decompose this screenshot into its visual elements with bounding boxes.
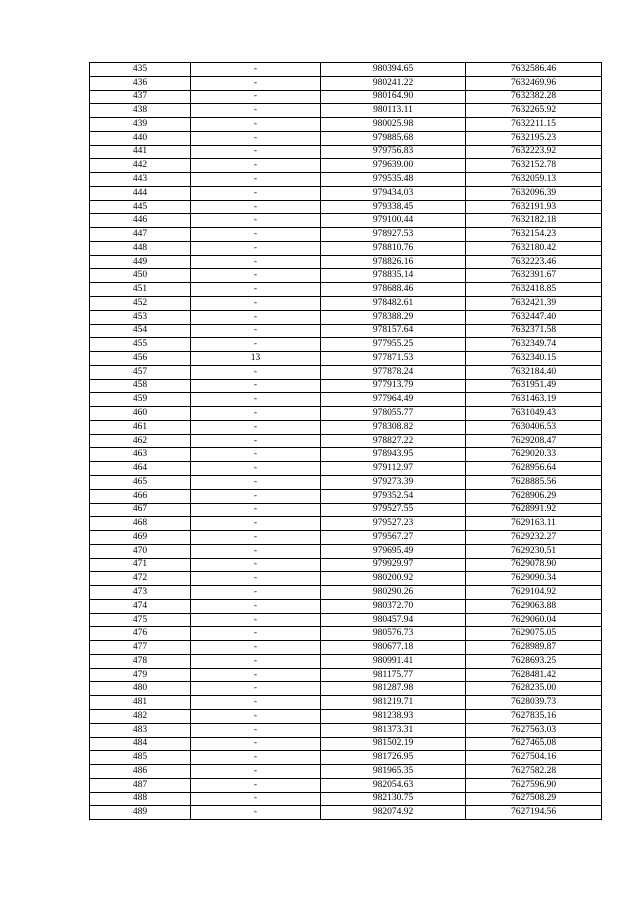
- y-coordinate-cell: 7628235.00: [466, 682, 602, 696]
- point-number-cell: 452: [90, 297, 191, 311]
- x-coordinate-cell: 981373.31: [321, 723, 466, 737]
- x-coordinate-cell: 980025.98: [321, 118, 466, 132]
- table-row: [90, 792, 602, 806]
- marker-cell: -: [191, 572, 321, 586]
- marker-cell: -: [191, 709, 321, 723]
- point-number-cell: 473: [90, 586, 191, 600]
- y-coordinate-cell: 7632447.40: [466, 310, 602, 324]
- y-coordinate-cell: 7631951.49: [466, 379, 602, 393]
- point-number-cell: 470: [90, 544, 191, 558]
- point-number-cell: 469: [90, 531, 191, 545]
- x-coordinate-cell: 978927.53: [321, 228, 466, 242]
- point-number-cell: 438: [90, 104, 191, 118]
- marker-cell: -: [191, 641, 321, 655]
- point-number-cell: 482: [90, 709, 191, 723]
- y-coordinate-cell: 7628693.25: [466, 654, 602, 668]
- y-coordinate-cell: 7627596.90: [466, 778, 602, 792]
- table-row: [90, 599, 602, 613]
- y-coordinate-cell: 7627504.16: [466, 751, 602, 765]
- point-number-cell: 454: [90, 324, 191, 338]
- x-coordinate-cell: 978835.14: [321, 269, 466, 283]
- x-coordinate-cell: 979527.55: [321, 503, 466, 517]
- table-row: [90, 462, 602, 476]
- point-number-cell: 481: [90, 696, 191, 710]
- point-number-cell: 447: [90, 228, 191, 242]
- y-coordinate-cell: 7632184.40: [466, 365, 602, 379]
- marker-cell: -: [191, 324, 321, 338]
- y-coordinate-cell: 7627563.03: [466, 723, 602, 737]
- y-coordinate-cell: 7628039.73: [466, 696, 602, 710]
- point-number-cell: 453: [90, 310, 191, 324]
- table-row: [90, 517, 602, 531]
- point-number-cell: 455: [90, 338, 191, 352]
- x-coordinate-cell: 981502.19: [321, 737, 466, 751]
- y-coordinate-cell: 7632382.28: [466, 90, 602, 104]
- point-number-cell: 460: [90, 407, 191, 421]
- table-row: [90, 310, 602, 324]
- point-number-cell: 468: [90, 517, 191, 531]
- point-number-cell: 467: [90, 503, 191, 517]
- point-number-cell: 479: [90, 668, 191, 682]
- table-row: [90, 778, 602, 792]
- y-coordinate-cell: 7632180.42: [466, 241, 602, 255]
- x-coordinate-cell: 978388.29: [321, 310, 466, 324]
- x-coordinate-cell: 979434.03: [321, 186, 466, 200]
- point-number-cell: 486: [90, 765, 191, 779]
- y-coordinate-cell: 7627582.28: [466, 765, 602, 779]
- point-number-cell: 442: [90, 159, 191, 173]
- marker-cell: -: [191, 544, 321, 558]
- marker-cell: -: [191, 76, 321, 90]
- table-row: [90, 365, 602, 379]
- table-row: [90, 696, 602, 710]
- marker-cell: -: [191, 186, 321, 200]
- point-number-cell: 487: [90, 778, 191, 792]
- x-coordinate-cell: 980677.18: [321, 641, 466, 655]
- y-coordinate-cell: 7629060.04: [466, 613, 602, 627]
- y-coordinate-cell: 7632421.39: [466, 297, 602, 311]
- table-row: [90, 503, 602, 517]
- marker-cell: -: [191, 475, 321, 489]
- y-coordinate-cell: 7628885.56: [466, 475, 602, 489]
- y-coordinate-cell: 7632182.18: [466, 214, 602, 228]
- x-coordinate-cell: 979695.49: [321, 544, 466, 558]
- table-row: [90, 173, 602, 187]
- table-row: [90, 641, 602, 655]
- y-coordinate-cell: 7628906.29: [466, 489, 602, 503]
- point-number-cell: 465: [90, 475, 191, 489]
- x-coordinate-cell: 977964.49: [321, 393, 466, 407]
- table-row: [90, 379, 602, 393]
- y-coordinate-cell: 7629090.34: [466, 572, 602, 586]
- table-row: [90, 407, 602, 421]
- table-row: [90, 76, 602, 90]
- x-coordinate-cell: 979527.23: [321, 517, 466, 531]
- x-coordinate-cell: 979100.44: [321, 214, 466, 228]
- y-coordinate-cell: 7627835.16: [466, 709, 602, 723]
- point-number-cell: 446: [90, 214, 191, 228]
- x-coordinate-cell: 980241.22: [321, 76, 466, 90]
- marker-cell: -: [191, 599, 321, 613]
- marker-cell: -: [191, 131, 321, 145]
- y-coordinate-cell: 7628989.87: [466, 641, 602, 655]
- table-row: [90, 531, 602, 545]
- y-coordinate-cell: 7627194.56: [466, 806, 602, 820]
- x-coordinate-cell: 982074.92: [321, 806, 466, 820]
- x-coordinate-cell: 978482.61: [321, 297, 466, 311]
- x-coordinate-cell: 977955.25: [321, 338, 466, 352]
- x-coordinate-cell: 980576.73: [321, 627, 466, 641]
- marker-cell: 13: [191, 352, 321, 366]
- marker-cell: -: [191, 765, 321, 779]
- x-coordinate-cell: 979885.68: [321, 131, 466, 145]
- marker-cell: -: [191, 696, 321, 710]
- y-coordinate-cell: 7632371.58: [466, 324, 602, 338]
- point-number-cell: 478: [90, 654, 191, 668]
- point-number-cell: 489: [90, 806, 191, 820]
- x-coordinate-cell: 978810.76: [321, 241, 466, 255]
- table-row: [90, 420, 602, 434]
- point-number-cell: 437: [90, 90, 191, 104]
- marker-cell: -: [191, 283, 321, 297]
- marker-cell: -: [191, 489, 321, 503]
- table-row: [90, 613, 602, 627]
- point-number-cell: 475: [90, 613, 191, 627]
- x-coordinate-cell: 980164.90: [321, 90, 466, 104]
- y-coordinate-cell: 7628956.64: [466, 462, 602, 476]
- table-row: [90, 214, 602, 228]
- table-row: [90, 723, 602, 737]
- marker-cell: -: [191, 200, 321, 214]
- y-coordinate-cell: 7632154.23: [466, 228, 602, 242]
- x-coordinate-cell: 980372.70: [321, 599, 466, 613]
- marker-cell: -: [191, 462, 321, 476]
- y-coordinate-cell: 7629163.11: [466, 517, 602, 531]
- marker-cell: -: [191, 627, 321, 641]
- y-coordinate-cell: 7629078.90: [466, 558, 602, 572]
- marker-cell: -: [191, 737, 321, 751]
- y-coordinate-cell: 7632191.93: [466, 200, 602, 214]
- x-coordinate-cell: 981219.71: [321, 696, 466, 710]
- marker-cell: -: [191, 448, 321, 462]
- point-number-cell: 441: [90, 145, 191, 159]
- x-coordinate-cell: 978055.77: [321, 407, 466, 421]
- marker-cell: -: [191, 297, 321, 311]
- point-number-cell: 450: [90, 269, 191, 283]
- x-coordinate-cell: 980200.92: [321, 572, 466, 586]
- y-coordinate-cell: 7628481.42: [466, 668, 602, 682]
- point-number-cell: 444: [90, 186, 191, 200]
- point-number-cell: 461: [90, 420, 191, 434]
- table-row: [90, 751, 602, 765]
- marker-cell: -: [191, 393, 321, 407]
- table-row: [90, 255, 602, 269]
- y-coordinate-cell: 7632265.92: [466, 104, 602, 118]
- point-number-cell: 462: [90, 434, 191, 448]
- marker-cell: -: [191, 778, 321, 792]
- y-coordinate-cell: 7629075.05: [466, 627, 602, 641]
- table-row: [90, 393, 602, 407]
- point-number-cell: 483: [90, 723, 191, 737]
- x-coordinate-cell: 979639.00: [321, 159, 466, 173]
- x-coordinate-cell: 979756.83: [321, 145, 466, 159]
- table-row: [90, 324, 602, 338]
- table-row: [90, 63, 602, 77]
- y-coordinate-cell: 7629063.88: [466, 599, 602, 613]
- point-number-cell: 476: [90, 627, 191, 641]
- point-number-cell: 436: [90, 76, 191, 90]
- y-coordinate-cell: 7632211.15: [466, 118, 602, 132]
- x-coordinate-cell: 979338.45: [321, 200, 466, 214]
- marker-cell: -: [191, 420, 321, 434]
- point-number-cell: 472: [90, 572, 191, 586]
- marker-cell: -: [191, 407, 321, 421]
- x-coordinate-cell: 978688.46: [321, 283, 466, 297]
- table-row: [90, 448, 602, 462]
- marker-cell: -: [191, 241, 321, 255]
- table-row: [90, 489, 602, 503]
- y-coordinate-cell: 7631049.43: [466, 407, 602, 421]
- y-coordinate-cell: 7629232.27: [466, 531, 602, 545]
- table-row: [90, 627, 602, 641]
- x-coordinate-cell: 978157.64: [321, 324, 466, 338]
- table-row: [90, 654, 602, 668]
- table-row: [90, 159, 602, 173]
- table-row: [90, 228, 602, 242]
- marker-cell: -: [191, 723, 321, 737]
- table-row: [90, 352, 602, 366]
- table-row: [90, 283, 602, 297]
- y-coordinate-cell: 7632469.96: [466, 76, 602, 90]
- x-coordinate-cell: 981287.98: [321, 682, 466, 696]
- point-number-cell: 488: [90, 792, 191, 806]
- marker-cell: -: [191, 517, 321, 531]
- x-coordinate-cell: 982054.63: [321, 778, 466, 792]
- point-number-cell: 443: [90, 173, 191, 187]
- point-number-cell: 485: [90, 751, 191, 765]
- y-coordinate-cell: 7632340.15: [466, 352, 602, 366]
- x-coordinate-cell: 980290.26: [321, 586, 466, 600]
- table-row: [90, 241, 602, 255]
- y-coordinate-cell: 7632096.39: [466, 186, 602, 200]
- marker-cell: -: [191, 558, 321, 572]
- table-row: [90, 737, 602, 751]
- marker-cell: -: [191, 269, 321, 283]
- y-coordinate-cell: 7631463.19: [466, 393, 602, 407]
- point-number-cell: 480: [90, 682, 191, 696]
- y-coordinate-cell: 7632223.92: [466, 145, 602, 159]
- table-row: [90, 131, 602, 145]
- y-coordinate-cell: 7629020.33: [466, 448, 602, 462]
- table-row: [90, 338, 602, 352]
- y-coordinate-cell: 7627508.29: [466, 792, 602, 806]
- marker-cell: -: [191, 145, 321, 159]
- marker-cell: -: [191, 806, 321, 820]
- marker-cell: -: [191, 682, 321, 696]
- table-row: [90, 765, 602, 779]
- marker-cell: -: [191, 338, 321, 352]
- y-coordinate-cell: 7629104.92: [466, 586, 602, 600]
- x-coordinate-cell: 981726.95: [321, 751, 466, 765]
- x-coordinate-cell: 980113.11: [321, 104, 466, 118]
- marker-cell: -: [191, 214, 321, 228]
- point-number-cell: 458: [90, 379, 191, 393]
- point-number-cell: 464: [90, 462, 191, 476]
- y-coordinate-cell: 7629208.47: [466, 434, 602, 448]
- marker-cell: -: [191, 751, 321, 765]
- table-row: [90, 90, 602, 104]
- x-coordinate-cell: 980457.94: [321, 613, 466, 627]
- table-row: [90, 200, 602, 214]
- table-row: [90, 269, 602, 283]
- point-number-cell: 457: [90, 365, 191, 379]
- table-row: [90, 118, 602, 132]
- x-coordinate-cell: 979273.39: [321, 475, 466, 489]
- point-number-cell: 477: [90, 641, 191, 655]
- marker-cell: -: [191, 503, 321, 517]
- x-coordinate-cell: 980394.65: [321, 63, 466, 77]
- marker-cell: -: [191, 159, 321, 173]
- point-number-cell: 451: [90, 283, 191, 297]
- marker-cell: -: [191, 613, 321, 627]
- table-row: [90, 475, 602, 489]
- x-coordinate-cell: 977871.53: [321, 352, 466, 366]
- marker-cell: -: [191, 365, 321, 379]
- marker-cell: -: [191, 586, 321, 600]
- x-coordinate-cell: 981175.77: [321, 668, 466, 682]
- point-number-cell: 435: [90, 63, 191, 77]
- point-number-cell: 463: [90, 448, 191, 462]
- marker-cell: -: [191, 63, 321, 77]
- table-row: [90, 806, 602, 820]
- x-coordinate-cell: 977913.79: [321, 379, 466, 393]
- x-coordinate-cell: 979567.27: [321, 531, 466, 545]
- point-number-cell: 474: [90, 599, 191, 613]
- marker-cell: -: [191, 668, 321, 682]
- table-row: [90, 145, 602, 159]
- x-coordinate-cell: 979112.97: [321, 462, 466, 476]
- coordinates-table-body: [90, 63, 602, 820]
- marker-cell: -: [191, 654, 321, 668]
- marker-cell: -: [191, 434, 321, 448]
- y-coordinate-cell: 7629230.51: [466, 544, 602, 558]
- table-row: [90, 544, 602, 558]
- x-coordinate-cell: 978308.82: [321, 420, 466, 434]
- marker-cell: -: [191, 118, 321, 132]
- point-number-cell: 439: [90, 118, 191, 132]
- marker-cell: -: [191, 173, 321, 187]
- table-row: [90, 186, 602, 200]
- y-coordinate-cell: 7632223.46: [466, 255, 602, 269]
- point-number-cell: 440: [90, 131, 191, 145]
- x-coordinate-cell: 978826.16: [321, 255, 466, 269]
- point-number-cell: 459: [90, 393, 191, 407]
- x-coordinate-cell: 979352.54: [321, 489, 466, 503]
- y-coordinate-cell: 7628991.92: [466, 503, 602, 517]
- x-coordinate-cell: 979929.97: [321, 558, 466, 572]
- y-coordinate-cell: 7632059.13: [466, 173, 602, 187]
- y-coordinate-cell: 7632418.85: [466, 283, 602, 297]
- x-coordinate-cell: 980991.41: [321, 654, 466, 668]
- y-coordinate-cell: 7632586.46: [466, 63, 602, 77]
- table-row: [90, 297, 602, 311]
- y-coordinate-cell: 7632349.74: [466, 338, 602, 352]
- y-coordinate-cell: 7630406.53: [466, 420, 602, 434]
- x-coordinate-cell: 981965.35: [321, 765, 466, 779]
- x-coordinate-cell: 977878.24: [321, 365, 466, 379]
- x-coordinate-cell: 981238.93: [321, 709, 466, 723]
- marker-cell: -: [191, 104, 321, 118]
- point-number-cell: 448: [90, 241, 191, 255]
- marker-cell: -: [191, 90, 321, 104]
- marker-cell: -: [191, 310, 321, 324]
- y-coordinate-cell: 7632391.67: [466, 269, 602, 283]
- point-number-cell: 471: [90, 558, 191, 572]
- point-number-cell: 466: [90, 489, 191, 503]
- table-row: [90, 558, 602, 572]
- point-number-cell: 484: [90, 737, 191, 751]
- y-coordinate-cell: 7632195.23: [466, 131, 602, 145]
- marker-cell: -: [191, 255, 321, 269]
- table-row: [90, 434, 602, 448]
- marker-cell: -: [191, 228, 321, 242]
- point-number-cell: 445: [90, 200, 191, 214]
- point-number-cell: 449: [90, 255, 191, 269]
- x-coordinate-cell: 979535.48: [321, 173, 466, 187]
- x-coordinate-cell: 982130.75: [321, 792, 466, 806]
- y-coordinate-cell: 7632152.78: [466, 159, 602, 173]
- table-row: [90, 586, 602, 600]
- table-row: [90, 709, 602, 723]
- table-row: [90, 668, 602, 682]
- x-coordinate-cell: 978943.95: [321, 448, 466, 462]
- marker-cell: -: [191, 379, 321, 393]
- x-coordinate-cell: 978827.22: [321, 434, 466, 448]
- coordinates-table: [89, 62, 602, 820]
- table-row: [90, 104, 602, 118]
- y-coordinate-cell: 7627465.08: [466, 737, 602, 751]
- point-number-cell: 456: [90, 352, 191, 366]
- marker-cell: -: [191, 792, 321, 806]
- marker-cell: -: [191, 531, 321, 545]
- table-row: [90, 682, 602, 696]
- table-row: [90, 572, 602, 586]
